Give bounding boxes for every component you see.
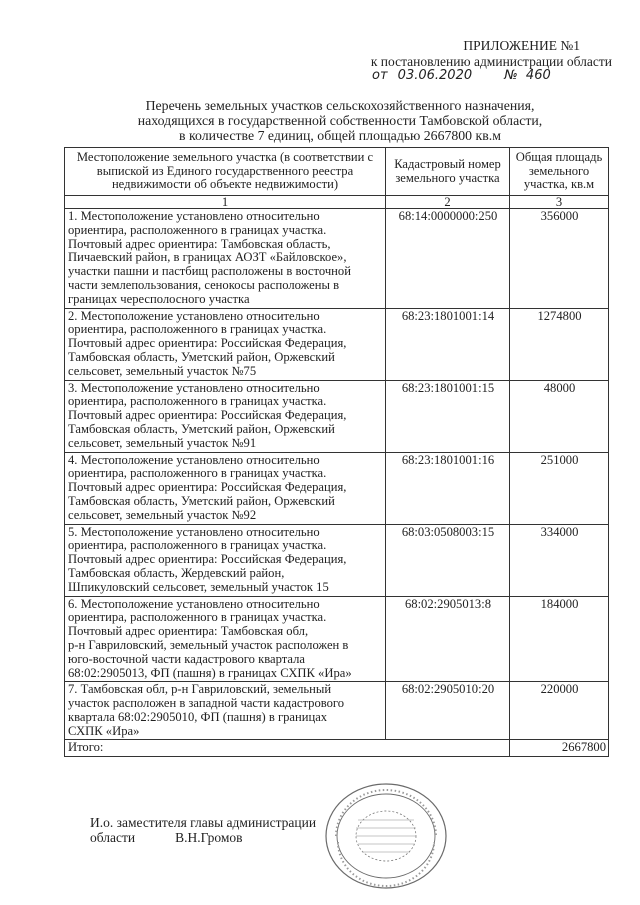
table-row bbox=[65, 452, 609, 524]
location-line: СХПК «Ира» bbox=[68, 723, 140, 738]
location-line: участки пашни и пастбищ расположены в восточной bbox=[68, 264, 351, 279]
location-line: границах чересполосного участка bbox=[68, 291, 250, 306]
parcel-cadastral-number: 68:02:2905013:8 bbox=[386, 596, 510, 682]
handwritten-date: 03.06.2020 bbox=[397, 68, 473, 83]
table-row bbox=[65, 308, 609, 380]
location-line: юго-восточной части кадастрового квартала bbox=[68, 651, 305, 666]
location-line: 5. Местоположение установлено относительно bbox=[68, 524, 320, 539]
parcel-area: 356000 bbox=[510, 209, 609, 309]
handwritten-prefix: от bbox=[372, 68, 388, 83]
location-line: сельсовет, земельный участок №92 bbox=[68, 507, 257, 522]
parcel-area: 1274800 bbox=[510, 308, 609, 380]
table-row bbox=[65, 596, 609, 682]
location-line: 2. Местоположение установлено относительно bbox=[68, 308, 320, 323]
parcel-cadastral-number: 68:02:2905010:20 bbox=[386, 682, 510, 740]
handwritten-number: 460 bbox=[525, 68, 551, 83]
official-seal-stamp bbox=[322, 780, 450, 892]
header-location: Местоположение земельного участка (в соответствии с выпиской из Единого государственного реестра недвижимости об объекте недвижимости) bbox=[65, 148, 386, 196]
location-line: Пичаевский район, в границах АОЗТ «Байловское», bbox=[68, 250, 347, 265]
location-line: Тамбовская область, Жердевский район, bbox=[68, 565, 285, 580]
signature-line-2 bbox=[90, 830, 316, 845]
location-line: Почтовый адрес ориентира: Российская Федерация, bbox=[68, 336, 347, 351]
parcel-area: 251000 bbox=[510, 452, 609, 524]
location-line: Почтовый адрес ориентира: Российская Федерация, bbox=[68, 408, 347, 423]
parcels-table bbox=[64, 147, 609, 757]
location-line: Шпикуловский сельсовет, земельный участок 15 bbox=[68, 579, 329, 594]
parcel-area: 184000 bbox=[510, 596, 609, 682]
handwritten-date-number bbox=[372, 68, 551, 83]
location-line: ориентира, расположенного в границах участка. bbox=[68, 466, 327, 481]
parcel-location bbox=[65, 209, 386, 309]
appendix-subtitle: к постановлению администрации области bbox=[370, 54, 612, 69]
parcel-location bbox=[65, 452, 386, 524]
header-cadastral: Кадастровый номер земельного участка bbox=[386, 148, 510, 196]
location-line: квартала 68:02:2905010, ФП (пашня) в границах bbox=[68, 709, 328, 724]
location-line: Почтовый адрес ориентира: Российская Федерация, bbox=[68, 552, 347, 567]
table-row bbox=[65, 209, 609, 309]
parcel-location bbox=[65, 596, 386, 682]
total-label: Итого: bbox=[65, 740, 510, 757]
parcel-location bbox=[65, 380, 386, 452]
document-heading bbox=[60, 98, 620, 143]
signature-position-cont: области bbox=[90, 830, 136, 845]
column-number-2: 2 bbox=[386, 196, 510, 209]
location-line: Тамбовская область, Уметский район, Оржевский bbox=[68, 349, 335, 364]
heading-line-3: в количестве 7 единиц, общей площадью 2667800 кв.м bbox=[179, 128, 501, 143]
location-line: части землепользования, сенокосы расположены в bbox=[68, 277, 340, 292]
signature-block bbox=[90, 815, 316, 845]
signature-position: И.о. заместителя главы администрации bbox=[90, 815, 317, 830]
table-row bbox=[65, 380, 609, 452]
parcel-area: 334000 bbox=[510, 524, 609, 596]
table-row bbox=[65, 524, 609, 596]
parcel-cadastral-number: 68:03:0508003:15 bbox=[386, 524, 510, 596]
location-line: 1. Местоположение установлено относительно bbox=[68, 209, 320, 223]
location-line: ориентира, расположенного в границах участка. bbox=[68, 222, 327, 237]
handwritten-number-sign: № bbox=[504, 68, 518, 83]
parcel-location bbox=[65, 308, 386, 380]
table-row bbox=[65, 682, 609, 740]
parcel-area: 220000 bbox=[510, 682, 609, 740]
appendix-title: ПРИЛОЖЕНИЕ №1 bbox=[463, 38, 580, 53]
total-value: 2667800 bbox=[510, 740, 609, 757]
parcel-area: 48000 bbox=[510, 380, 609, 452]
location-line: 68:02:2905013, ФП (пашня) в границах СХПК «Ира» bbox=[68, 665, 352, 680]
parcel-cadastral-number: 68:23:1801001:15 bbox=[386, 380, 510, 452]
location-line: Почтовый адрес ориентира: Российская Федерация, bbox=[68, 480, 347, 495]
heading-line-2: находящихся в государственной собственности Тамбовской области, bbox=[137, 113, 543, 128]
location-line: Почтовый адрес ориентира: Тамбовская обл, bbox=[68, 624, 309, 639]
location-line: 6. Местоположение установлено относительно bbox=[68, 596, 320, 611]
parcel-location bbox=[65, 682, 386, 740]
location-line: Почтовый адрес ориентира: Тамбовская область, bbox=[68, 236, 331, 251]
location-line: сельсовет, земельный участок №91 bbox=[68, 435, 257, 450]
location-line: 4. Местоположение установлено относительно bbox=[68, 452, 320, 467]
column-number-1: 1 bbox=[65, 196, 386, 209]
location-line: ориентира, расположенного в границах участка. bbox=[68, 610, 327, 625]
parcel-cadastral-number: 68:23:1801001:14 bbox=[386, 308, 510, 380]
parcel-cadastral-number: 68:14:0000000:250 bbox=[386, 209, 510, 309]
location-line: участок расположен в западной части кадастрового bbox=[68, 696, 345, 711]
parcel-location bbox=[65, 524, 386, 596]
location-line: ориентира, расположенного в границах участка. bbox=[68, 394, 327, 409]
heading-line-1: Перечень земельных участков сельскохозяйственного назначения, bbox=[145, 98, 535, 113]
location-line: Тамбовская область, Уметский район, Оржевский bbox=[68, 421, 335, 436]
header-area: Общая площадь земельного участка, кв.м bbox=[510, 148, 609, 196]
location-line: р-н Гавриловский, земельный участок расположен в bbox=[68, 637, 349, 652]
location-line: 3. Местоположение установлено относительно bbox=[68, 380, 320, 395]
parcel-rows bbox=[65, 209, 609, 740]
location-line: Тамбовская область, Уметский район, Оржевский bbox=[68, 493, 335, 508]
location-line: ориентира, расположенного в границах участка. bbox=[68, 322, 327, 337]
parcel-cadastral-number: 68:23:1801001:16 bbox=[386, 452, 510, 524]
column-number-3: 3 bbox=[510, 196, 609, 209]
location-line: сельсовет, земельный участок №75 bbox=[68, 363, 257, 378]
signature-name: В.Н.Громов bbox=[175, 830, 243, 845]
location-line: ориентира, расположенного в границах участка. bbox=[68, 538, 327, 553]
location-line: 7. Тамбовская обл, р-н Гавриловский, земельный bbox=[68, 682, 332, 697]
